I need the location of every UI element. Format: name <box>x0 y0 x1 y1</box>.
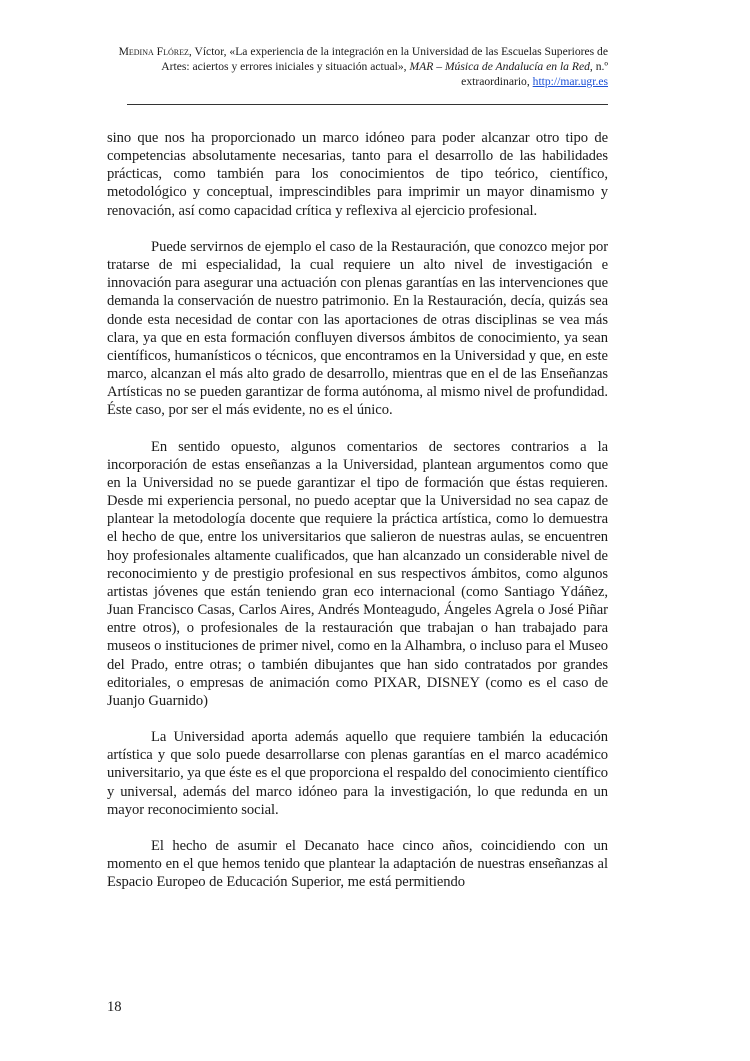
header-citation: , Víctor, «La experiencia de la integración en la Universidad de las Escuelas Superiores de Artes: aciertos y errores iniciales y situación actual», <box>161 45 608 73</box>
running-header <box>110 44 608 89</box>
header-journal-title: MAR – Música de Andalucía en la Red <box>409 60 590 73</box>
header-divider <box>127 104 608 105</box>
paragraph: En sentido opuesto, algunos comentarios de sectores contrarios a la incorporación de estas enseñanzas a la Universidad, plantean argumentos como que en la Universidad no se puede garantizar el tipo de formación que éstas requieren. Desde mi experiencia personal, no puedo aceptar que la Universidad no sea capaz de plantear la metodología docente que requiere la práctica artística, como lo demuestra el hecho de que, entre los universitarios que salieron de nuestras aulas, se encuentren hoy profesionales altamente cualificados, que han alcanzado un considerable nivel de reconocimiento y de prestigio profesional en sus respectivos ámbitos, como algunos artistas jóvenes que están teniendo gran eco internacional (como Santiago Ydáñez, Juan Francisco Casas, Carlos Aires, Andrés Monteagudo, Ángeles Agrela o José Piñar entre otros), o profesionales de la restauración que trabajan o han trabajado para museos o instituciones de primer nivel, como en la Alhambra, o incluso para el Museo del Prado, entre otras; o también dibujantes que han sido contratados por grandes editoriales, o empresas de animación como PIXAR, DISNEY (como es el caso de Juanjo Guarnido) <box>107 438 608 709</box>
header-author: Medina Flórez <box>118 45 189 58</box>
header-url-link[interactable]: http://mar.ugr.es <box>532 75 608 88</box>
paragraph: sino que nos ha proporcionado un marco idóneo para poder alcanzar otro tipo de competencias absolutamente necesarias, tanto para el desarrollo de las habilidades prácticas, como también para los conocimientos de tipo teórico, científico, metodológico y conceptual, imprescindibles para imprimir un mayor dinamismo y renovación, así como capacidad crítica y reflexiva al ejercicio profesional. <box>107 130 608 219</box>
paragraph: El hecho de asumir el Decanato hace cinco años, coincidiendo con un momento en el que hemos tenido que plantear la adaptación de nuestras enseñanzas al Espacio Europeo de Educación Superior, me está permitiendo <box>107 838 608 891</box>
page-number: 18 <box>107 999 122 1015</box>
body-text <box>107 129 608 910</box>
paragraph: La Universidad aporta además aquello que requiere también la educación artística y que solo puede desarrollarse con plenas garantías en el marco académico universitario, ya que éste es el que proporciona el respaldo del conocimiento científico y universal, además del marco idóneo para la investigación, lo que redunda en un mayor reconocimiento social. <box>107 729 608 818</box>
header-issue: , n.º extraordinario, <box>461 60 608 88</box>
paragraph: Puede servirnos de ejemplo el caso de la Restauración, que conozco mejor por tratarse de mi especialidad, la cual requiere un alto nivel de investigación e innovación para asegurar una actuación con plenas garantías en las intervenciones que demanda la conservación de nuestro patrimonio. En la Restauración, decía, quizás sea donde esta necesidad de contar con las aportaciones de otras disciplinas se vea más clara, ya que en esta formación confluyen diversos ámbitos de conocimiento, ya sean científicos, humanísticos o técnicos, que encontramos en la Universidad y que, en este marco, alcanzan el más alto grado de desarrollo, mientras que en el de las Enseñanzas Artísticas no se pueden garantizar de forma autónoma, al mismo nivel de profundidad. Éste caso, por ser el más evidente, no es el único. <box>107 238 608 419</box>
